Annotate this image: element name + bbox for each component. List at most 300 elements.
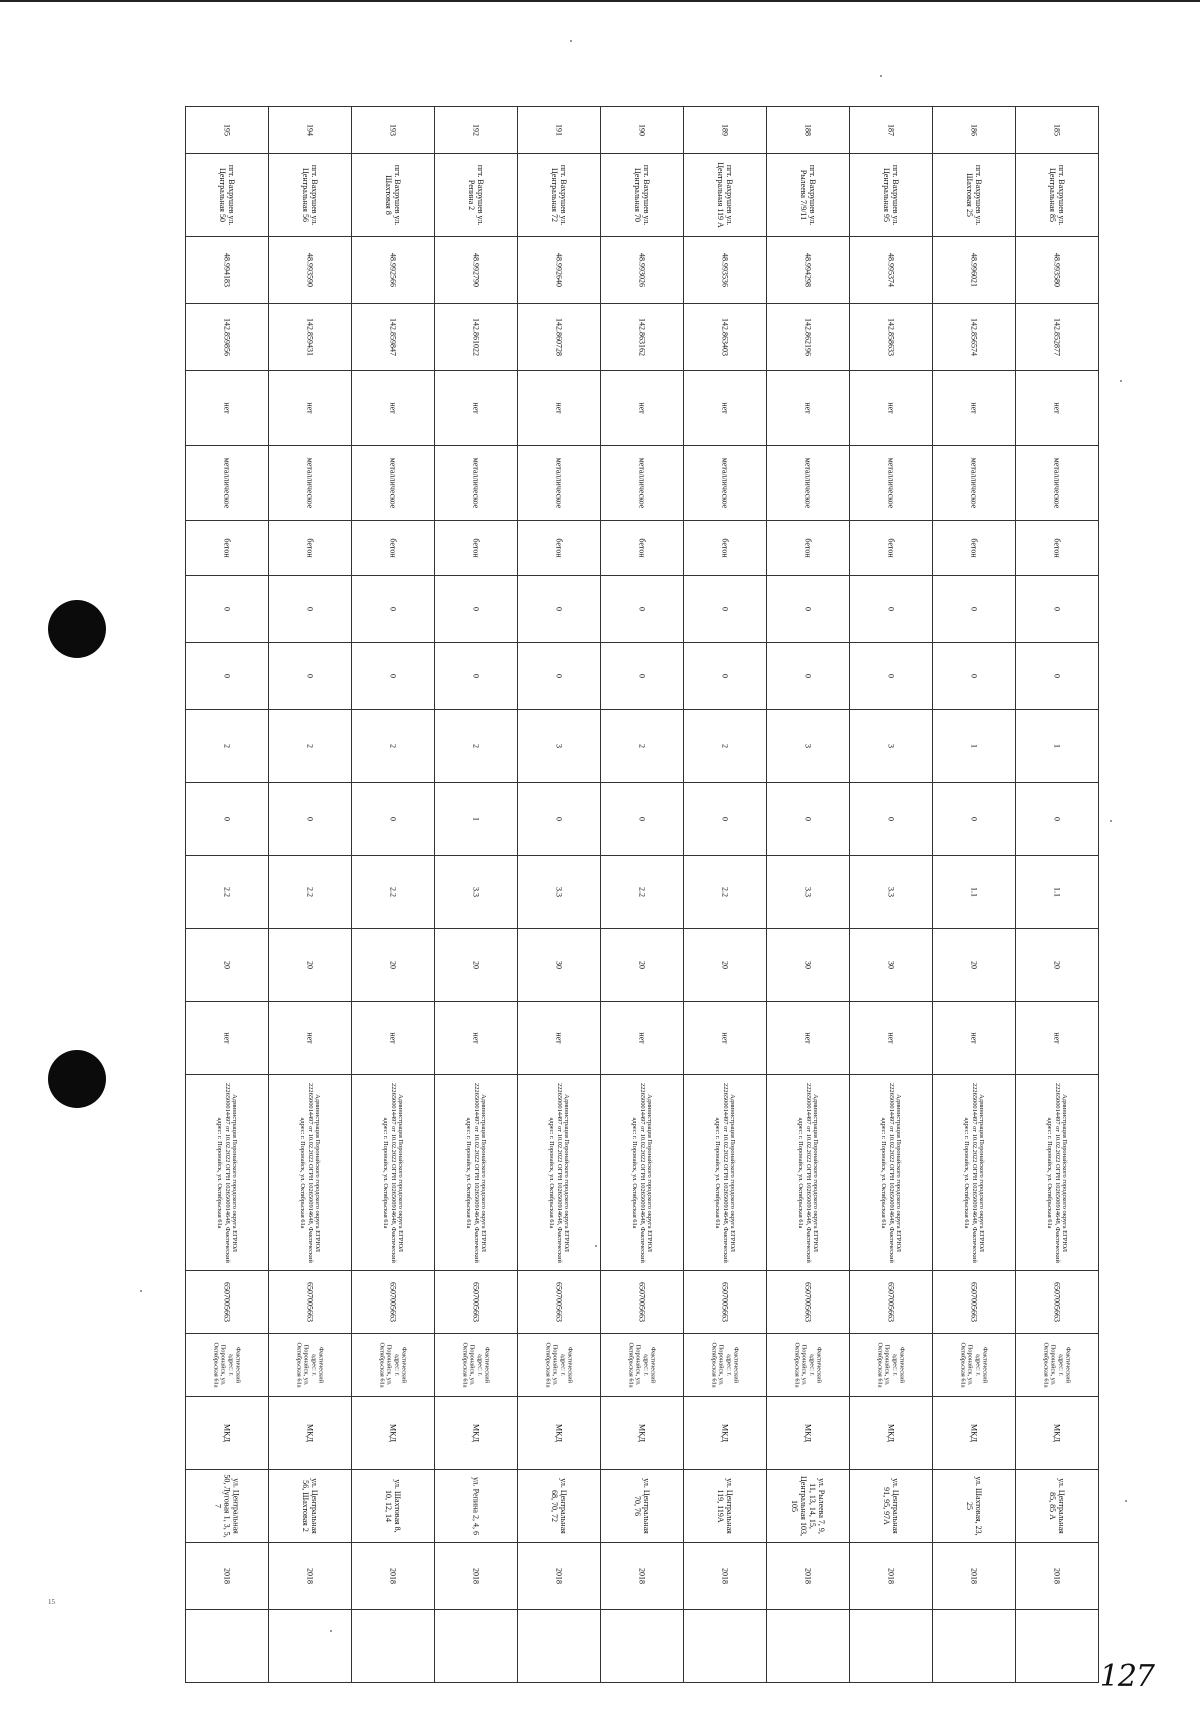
table-row	[186, 1334, 1099, 1397]
cell-text: 0	[720, 607, 730, 611]
table-cell	[435, 576, 518, 643]
table-cell	[269, 1397, 352, 1470]
table-cell	[269, 107, 352, 154]
cell-text: 0	[886, 607, 896, 611]
table-cell	[767, 371, 850, 446]
cell-text: 20	[222, 961, 232, 969]
table-cell	[933, 1334, 1016, 1397]
table-cell	[269, 1610, 352, 1683]
cell-text: нет	[637, 1032, 647, 1044]
table-cell	[684, 576, 767, 643]
table-cell	[1016, 154, 1099, 237]
table-cell	[186, 643, 269, 710]
table-cell	[933, 304, 1016, 371]
table-cell	[1016, 1002, 1099, 1075]
table-cell	[933, 1397, 1016, 1470]
table-cell	[186, 1397, 269, 1470]
table-cell	[1016, 710, 1099, 783]
cell-text: 0	[305, 674, 315, 678]
table-cell	[435, 1470, 518, 1543]
table-cell	[850, 237, 933, 304]
cell-text: 6507005663	[637, 1282, 647, 1322]
cell-text: металлическое	[1052, 457, 1062, 509]
cell-text: МКД	[222, 1424, 232, 1442]
cell-text: 2.2	[305, 887, 315, 897]
cell-text: 48.993536	[720, 253, 730, 287]
table-cell	[684, 1271, 767, 1334]
cell-text: 142.858633	[886, 318, 896, 356]
scan-speck	[1120, 380, 1122, 382]
cell-text: 187	[886, 124, 896, 136]
table-cell	[933, 856, 1016, 929]
cell-text: 0	[637, 817, 647, 821]
table-cell	[186, 1610, 269, 1683]
table-cell	[601, 643, 684, 710]
table-cell	[352, 1002, 435, 1075]
table-cell	[352, 107, 435, 154]
table-cell	[933, 237, 1016, 304]
table-cell	[684, 1610, 767, 1683]
cell-text: 142.860728	[554, 318, 564, 356]
table-cell	[601, 237, 684, 304]
cell-text: нет	[222, 1032, 232, 1044]
table-cell	[518, 1271, 601, 1334]
table-cell	[601, 1075, 684, 1271]
margin-mark: 15	[48, 1598, 55, 1606]
table-cell	[186, 107, 269, 154]
table-cell	[933, 371, 1016, 446]
cell-text: нет	[471, 1032, 481, 1044]
table-row	[186, 371, 1099, 446]
cell-text: 0	[1052, 817, 1062, 821]
table-cell	[684, 521, 767, 576]
cell-text: металлическое	[554, 457, 564, 509]
cell-text: Администрация Поронайского городского округа ЕГРЮЛ 2226500014497 от 10.02.2022 ОГРН 1026500914648, Фактический адрес: г. Поронайск, ул. Октябрьская 61а	[382, 1082, 404, 1263]
cell-text: 6507005663	[305, 1282, 315, 1322]
table-cell	[767, 107, 850, 154]
table-cell	[850, 1271, 933, 1334]
table-cell	[352, 856, 435, 929]
table-cell	[269, 643, 352, 710]
table-cell	[933, 643, 1016, 710]
table-row	[186, 710, 1099, 783]
table-cell	[601, 1470, 684, 1543]
cell-text: 30	[803, 961, 813, 969]
table-cell	[435, 856, 518, 929]
table-cell	[186, 1543, 269, 1610]
table-cell	[186, 856, 269, 929]
cell-text: ул. Центральная 56, Шахтовая 2	[301, 1478, 319, 1534]
cell-text: 3.3	[803, 887, 813, 897]
cell-text: 48.992566	[388, 253, 398, 287]
table-cell	[435, 1610, 518, 1683]
cell-text: пгт. Вахрушев ул. Репина 2	[467, 164, 485, 226]
cell-text: 0	[222, 607, 232, 611]
table-cell	[684, 107, 767, 154]
table-cell	[1016, 1610, 1099, 1683]
table-cell	[269, 237, 352, 304]
table-cell	[186, 446, 269, 521]
cell-text: 185	[1052, 124, 1062, 136]
table-cell	[767, 154, 850, 237]
cell-text: металлическое	[720, 457, 730, 509]
cell-text: 142.856574	[969, 318, 979, 356]
scan-speck	[595, 1245, 597, 1247]
cell-text: 0	[720, 817, 730, 821]
table-cell	[269, 783, 352, 856]
table-cell	[1016, 371, 1099, 446]
cell-text: нет	[803, 402, 813, 414]
cell-text: 2018	[471, 1568, 481, 1584]
cell-text: 20	[305, 961, 315, 969]
table-cell	[352, 783, 435, 856]
table-cell	[601, 783, 684, 856]
cell-text: металлическое	[471, 457, 481, 509]
cell-text: 0	[471, 607, 481, 611]
cell-text: 3	[803, 744, 813, 748]
cell-text: ул. Центральная 50, Луговая 1, 3, 5, 7	[213, 1474, 241, 1538]
table-row	[186, 107, 1099, 154]
table-cell	[269, 1543, 352, 1610]
table-cell	[435, 1271, 518, 1334]
table-cell	[601, 1397, 684, 1470]
cell-text: 6507005663	[1052, 1282, 1062, 1322]
table-cell	[518, 304, 601, 371]
table-cell	[186, 1075, 269, 1271]
table-row	[186, 446, 1099, 521]
table-row	[186, 1610, 1099, 1683]
scan-speck	[140, 1290, 142, 1292]
cell-text: 0	[388, 607, 398, 611]
table-cell	[186, 576, 269, 643]
table-cell	[518, 371, 601, 446]
cell-text: 1.1	[969, 887, 979, 897]
cell-text: 48.993590	[305, 253, 315, 287]
table-cell	[933, 446, 1016, 521]
table-cell	[1016, 783, 1099, 856]
table-cell	[435, 521, 518, 576]
cell-text: 188	[803, 124, 813, 136]
table-cell	[933, 107, 1016, 154]
table-cell	[850, 446, 933, 521]
table-cell	[435, 1002, 518, 1075]
cell-text: ул. Рылеева 7, 9, 11, 13, 14, 15, Центральная 103, 105	[790, 1476, 826, 1536]
table-cell	[269, 154, 352, 237]
table-cell	[518, 1470, 601, 1543]
cell-text: пгт. Вахрушев ул. Рылеева 7/9/11	[799, 164, 817, 226]
cell-text: 0	[471, 674, 481, 678]
cell-text: металлическое	[222, 457, 232, 509]
cell-text: Фактический адрес: г. Поронайск, ул. Октябрьская 61а	[1042, 1342, 1072, 1388]
table-cell	[518, 1075, 601, 1271]
table-cell	[352, 1075, 435, 1271]
cell-text: металлическое	[969, 457, 979, 509]
table-row	[186, 1397, 1099, 1470]
table-cell	[850, 154, 933, 237]
cell-text: бетон	[1052, 538, 1062, 558]
cell-text: ул. Шахтовая, 23, 25	[965, 1476, 983, 1536]
table-row	[186, 783, 1099, 856]
table-cell	[850, 783, 933, 856]
table-cell	[518, 929, 601, 1002]
cell-text: нет	[1052, 1032, 1062, 1044]
cell-text: Администрация Поронайского городского округа ЕГРЮЛ 2226500014497 от 10.02.2022 ОГРН 1026500914648, Фактический адрес: г. Поронайск, ул. Октябрьская 61а	[880, 1082, 902, 1263]
table-cell	[269, 1470, 352, 1543]
table-cell	[518, 1543, 601, 1610]
cell-text: 48.995374	[886, 253, 896, 287]
cell-text: ул. Шахтовая 8, 10, 12, 14	[384, 1479, 402, 1533]
table-cell	[352, 154, 435, 237]
cell-text: 0	[803, 674, 813, 678]
table-cell	[684, 1075, 767, 1271]
cell-text: бетон	[637, 538, 647, 558]
cell-text: 6507005663	[886, 1282, 896, 1322]
table-cell	[933, 1075, 1016, 1271]
cell-text: 0	[637, 607, 647, 611]
cell-text: 6507005663	[471, 1282, 481, 1322]
table-cell	[352, 643, 435, 710]
table-cell	[435, 154, 518, 237]
table-row	[186, 576, 1099, 643]
cell-text: ул. Центральная 85, 85 А	[1048, 1478, 1066, 1534]
cell-text: Администрация Поронайского городского округа ЕГРЮЛ 2226500014497 от 10.02.2022 ОГРН 1026500914648, Фактический адрес: г. Поронайск, ул. Октябрьская 61а	[797, 1082, 819, 1263]
cell-text: 142.863162	[637, 318, 647, 356]
table-row	[186, 1543, 1099, 1610]
cell-text: Фактический адрес: г. Поронайск, ул. Октябрьская 61а	[793, 1342, 823, 1388]
cell-text: 2018	[388, 1568, 398, 1584]
table-cell	[1016, 1075, 1099, 1271]
cell-text: 191	[554, 124, 564, 136]
cell-text: ул. Центральная 91, 95, 97А	[882, 1478, 900, 1534]
table-cell	[601, 446, 684, 521]
cell-text: 2	[388, 744, 398, 748]
cell-text: 142.863403	[720, 318, 730, 356]
table-cell	[186, 237, 269, 304]
table-row	[186, 237, 1099, 304]
table-cell	[601, 304, 684, 371]
cell-text: бетон	[222, 538, 232, 558]
cell-text: нет	[720, 402, 730, 414]
cell-text: пгт. Вахрушев ул. Центральная 72	[550, 164, 568, 226]
table-cell	[1016, 929, 1099, 1002]
cell-text: 1	[471, 817, 481, 821]
cell-text: бетон	[471, 538, 481, 558]
punch-hole-top	[48, 600, 106, 658]
cell-text: 0	[388, 674, 398, 678]
cell-text: 2018	[720, 1568, 730, 1584]
table-cell	[518, 1334, 601, 1397]
cell-text: 2018	[886, 1568, 896, 1584]
cell-text: 48.992790	[471, 253, 481, 287]
table-cell	[186, 1002, 269, 1075]
cell-text: бетон	[886, 538, 896, 558]
cell-text: 0	[1052, 674, 1062, 678]
cell-text: 0	[554, 817, 564, 821]
table-cell	[850, 643, 933, 710]
table-cell	[850, 929, 933, 1002]
table-cell	[684, 1470, 767, 1543]
table-cell	[684, 710, 767, 783]
table-cell	[518, 710, 601, 783]
table-cell	[1016, 1397, 1099, 1470]
table-cell	[352, 929, 435, 1002]
cell-text: пгт. Вахрушев ул. Шахтовая 8	[384, 164, 402, 226]
table-cell	[933, 1470, 1016, 1543]
cell-text: 1	[969, 744, 979, 748]
cell-text: 2018	[637, 1568, 647, 1584]
cell-text: 1.1	[1052, 887, 1062, 897]
cell-text: 142.859856	[222, 318, 232, 356]
table-cell	[601, 929, 684, 1002]
cell-text: Фактический адрес: г. Поронайск, ул. Октябрьская 61а	[212, 1342, 242, 1388]
table-cell	[269, 446, 352, 521]
scan-speck	[1110, 820, 1112, 822]
handwritten-page-number: 127	[1099, 1659, 1154, 1694]
table-cell	[1016, 576, 1099, 643]
table-cell	[269, 576, 352, 643]
table-cell	[435, 107, 518, 154]
table-cell	[186, 929, 269, 1002]
table-cell	[352, 371, 435, 446]
punch-hole-bottom	[48, 1050, 106, 1108]
table-cell	[186, 1271, 269, 1334]
table-cell	[269, 856, 352, 929]
table-cell	[850, 1334, 933, 1397]
cell-text: 142.859431	[305, 318, 315, 356]
table-cell	[767, 304, 850, 371]
table-row	[186, 929, 1099, 1002]
table-cell	[767, 576, 850, 643]
table-cell	[1016, 1334, 1099, 1397]
cell-text: нет	[554, 402, 564, 414]
cell-text: 186	[969, 124, 979, 136]
table-row	[186, 1002, 1099, 1075]
cell-text: 2	[471, 744, 481, 748]
table-cell	[518, 1002, 601, 1075]
scan-speck	[880, 75, 882, 77]
table-cell	[435, 929, 518, 1002]
cell-text: Фактический адрес: г. Поронайск, ул. Октябрьская 61а	[959, 1342, 989, 1388]
table-cell	[186, 371, 269, 446]
table-cell	[767, 1610, 850, 1683]
cell-text: 6507005663	[554, 1282, 564, 1322]
table-cell	[352, 1397, 435, 1470]
table-cell	[684, 1543, 767, 1610]
cell-text: нет	[886, 402, 896, 414]
table-row	[186, 304, 1099, 371]
cell-text: 142.859847	[388, 318, 398, 356]
cell-text: 0	[886, 817, 896, 821]
table-cell	[767, 1334, 850, 1397]
table-cell	[933, 521, 1016, 576]
cell-text: Фактический адрес: г. Поронайск, ул. Октябрьская 61а	[627, 1342, 657, 1388]
cell-text: 2018	[554, 1568, 564, 1584]
cell-text: 195	[222, 124, 232, 136]
cell-text: 0	[803, 817, 813, 821]
table-cell	[684, 856, 767, 929]
scan-speck	[1125, 1500, 1127, 1502]
cell-text: нет	[222, 402, 232, 414]
table-cell	[850, 1397, 933, 1470]
cell-text: металлическое	[388, 457, 398, 509]
table-cell	[435, 1334, 518, 1397]
scan-top-edge	[0, 0, 1200, 2]
table-cell	[435, 446, 518, 521]
cell-text: МКД	[554, 1424, 564, 1442]
cell-text: бетон	[305, 538, 315, 558]
table-cell	[767, 1002, 850, 1075]
table-cell	[684, 304, 767, 371]
cell-text: МКД	[803, 1424, 813, 1442]
cell-text: 2.2	[720, 887, 730, 897]
cell-text: 0	[222, 817, 232, 821]
table-cell	[933, 1271, 1016, 1334]
table-cell	[435, 643, 518, 710]
cell-text: нет	[388, 1032, 398, 1044]
cell-text: нет	[554, 1032, 564, 1044]
cell-text: бетон	[803, 538, 813, 558]
cell-text: Фактический адрес: г. Поронайск, ул. Октябрьская 61а	[710, 1342, 740, 1388]
cell-text: 189	[720, 124, 730, 136]
table-cell	[601, 371, 684, 446]
cell-text: 0	[554, 607, 564, 611]
table-cell	[601, 856, 684, 929]
cell-text: нет	[720, 1032, 730, 1044]
cell-text: пгт. Вахрушев ул. Центральная 56	[301, 164, 319, 226]
table-cell	[269, 304, 352, 371]
table-cell	[518, 1610, 601, 1683]
cell-text: 3.3	[886, 887, 896, 897]
table-cell	[601, 576, 684, 643]
cell-text: Администрация Поронайского городского округа ЕГРЮЛ 2226500014497 от 10.02.2022 ОГРН 1026500914648, Фактический адрес: г. Поронайск, ул. Октябрьская 61а	[1046, 1082, 1068, 1263]
cell-text: МКД	[637, 1424, 647, 1442]
table-row	[186, 643, 1099, 710]
table-cell	[767, 446, 850, 521]
cell-text: нет	[305, 402, 315, 414]
table-cell	[352, 237, 435, 304]
table-cell	[850, 371, 933, 446]
cell-text: 20	[637, 961, 647, 969]
cell-text: бетон	[554, 538, 564, 558]
table-cell	[767, 521, 850, 576]
table-cell	[601, 521, 684, 576]
cell-text: Фактический адрес: г. Поронайск, ул. Октябрьская 61а	[461, 1342, 491, 1388]
cell-text: 0	[637, 674, 647, 678]
table-cell	[518, 237, 601, 304]
cell-text: 190	[637, 124, 647, 136]
table-cell	[684, 783, 767, 856]
cell-text: 3.3	[554, 887, 564, 897]
cell-text: ул. Центральная 70, 76	[633, 1478, 651, 1534]
cell-text: металлическое	[637, 457, 647, 509]
table-cell	[684, 237, 767, 304]
cell-text: металлическое	[305, 457, 315, 509]
table-cell	[933, 576, 1016, 643]
table-cell	[767, 710, 850, 783]
table-cell	[684, 929, 767, 1002]
cell-text: 3	[554, 744, 564, 748]
table-cell	[767, 237, 850, 304]
table-cell	[601, 1543, 684, 1610]
cell-text: 142.862196	[803, 318, 813, 356]
table-cell	[435, 710, 518, 783]
cell-text: 48.993580	[1052, 253, 1062, 287]
table-cell	[269, 1002, 352, 1075]
table-cell	[850, 710, 933, 783]
cell-text: 3	[886, 744, 896, 748]
cell-text: Фактический адрес: г. Поронайск, ул. Октябрьская 61а	[876, 1342, 906, 1388]
cell-text: нет	[388, 402, 398, 414]
